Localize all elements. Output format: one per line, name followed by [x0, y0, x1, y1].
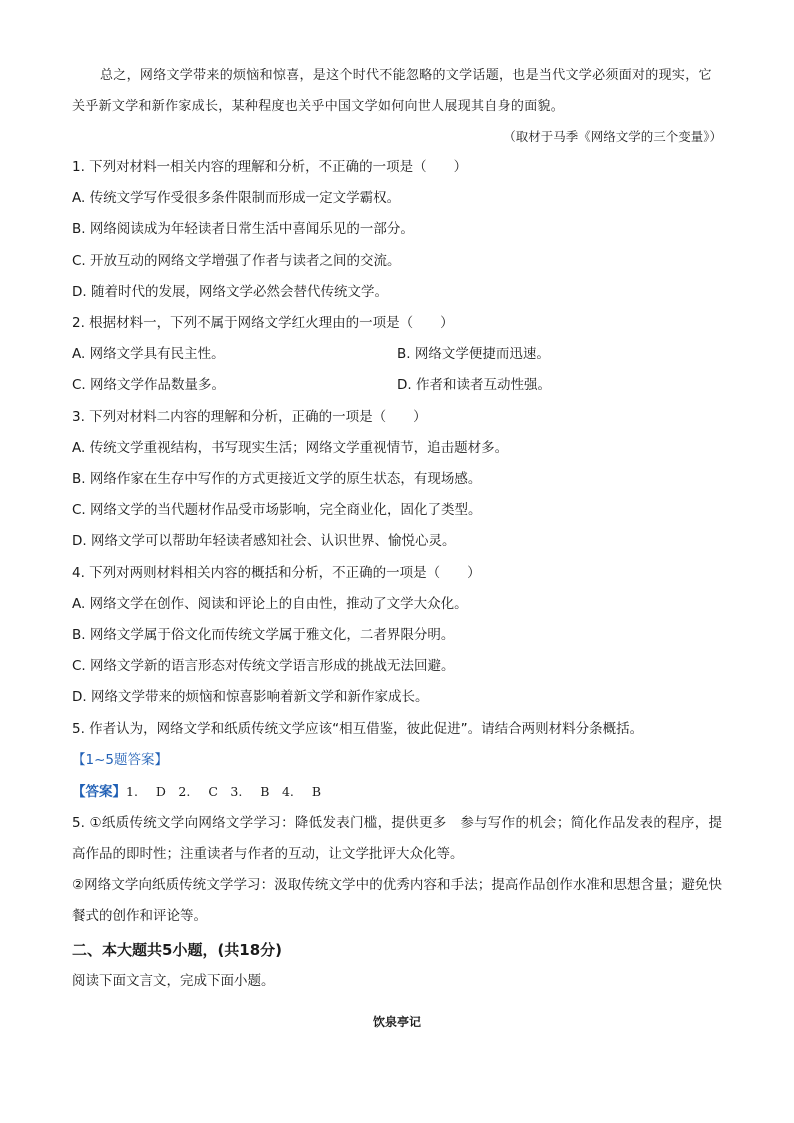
question-3-option-a: A. 传统文学重视结构，书写现实生活；网络文学重视情节，追击题材多。 — [72, 439, 509, 456]
passage-source: （取材于马季《网络文学的三个变量》） — [503, 129, 722, 144]
question-2-option-a: A. 网络文学具有民主性。 — [72, 346, 225, 363]
answer-line — [72, 776, 722, 808]
question-3-option-c: C. 网络文学的当代题材作品受市场影响，完全商业化，固化了类型。 — [72, 502, 482, 519]
question-4-option-b: B. 网络文学属于俗文化而传统文学属于雅文化，二者界限分明。 — [72, 627, 455, 644]
question-2-option-d: D. 作者和读者互动性强。 — [397, 377, 551, 394]
question-1-option-c: C. 开放互动的网络文学增强了作者与读者之间的交流。 — [72, 252, 401, 269]
question-2-options-row-2 — [72, 370, 722, 401]
classical-text-title: 饮泉亭记 — [372, 1014, 421, 1029]
question-4-option-c: C. 网络文学新的语言形态对传统文学语言形成的挑战无法回避。 — [72, 658, 455, 675]
question-5-stem: 5. 作者认为，网络文学和纸质传统文学应该“相互借鉴，彼此促进”。请结合两则材料分条概括。 — [72, 720, 644, 737]
answer-label: 【答案】 — [72, 783, 126, 800]
question-1-stem: 1. 下列对材料一相关内容的理解和分析，不正确的一项是（ ） — [72, 159, 468, 175]
question-3-stem: 3. 下列对材料二内容的理解和分析，正确的一项是（ ） — [72, 408, 427, 425]
question-4-stem: 4. 下列对两则材料相关内容的概括和分析，不正确的一项是（ ） — [72, 564, 481, 581]
question-2-option-b: B. 网络文学便捷而迅速。 — [397, 346, 550, 363]
question-2-option-c: C. 网络文学作品数量多。 — [72, 377, 226, 394]
passage-paragraph: 总之，网络文学带来的烦恼和惊喜，是这个时代不能忽略的文学话题，也是当代文学必须面对的现实，它关乎新文学和新作家成长，某种程度也关乎中国文学如何向世人展现其自身的面貌。 — [72, 68, 712, 114]
question-4-option-a: A. 网络文学在创作、阅读和评论上的自由性，推动了文学大众化。 — [72, 595, 468, 612]
question-2-stem: 2. 根据材料一，下列不属于网络文学红火理由的一项是（ ） — [72, 315, 454, 332]
question-3-option-d: D. 网络文学可以帮助年轻读者感知社会、认识世界、愉悦心灵。 — [72, 533, 456, 550]
question-2-options-row-1 — [72, 339, 722, 370]
answer-q5-part2: ②网络文学向纸质传统文学学习：汲取传统文学中的优秀内容和手法；提高作品创作水准和思想含量；避免快餐式的创作和评论等。 — [72, 876, 722, 924]
question-1-option-b: B. 网络阅读成为年轻读者日常生活中喜闻乐见的一部分。 — [72, 221, 414, 238]
question-1-option-a: A. 传统文学写作受很多条件限制而形成一定文学霸权。 — [72, 190, 401, 207]
question-3-option-b: B. 网络作家在生存中写作的方式更接近文学的原生状态，有现场感。 — [72, 471, 482, 488]
question-4-option-d: D. 网络文学带来的烦恼和惊喜影响着新文学和新作家成长。 — [72, 689, 429, 706]
question-1-option-d: D. 随着时代的发展，网络文学必然会替代传统文学。 — [72, 283, 388, 300]
answer-heading: 【1~5题答案】 — [72, 751, 168, 768]
section-2-heading: 二、本大题共5小题，(共18分) — [72, 940, 283, 959]
document-page — [72, 60, 722, 1037]
answer-values: 1. D 2. C 3. B 4. B — [126, 783, 322, 799]
answer-q5-part1: 5. ①纸质传统文学向网络文学学习：降低发表门槛，提供更多 参与写作的机会；简化作品发表的程序，提高作品的即时性；注重读者与作者的互动，让文学批评大众化等。 — [72, 814, 722, 862]
section-2-instruction: 阅读下面文言文，完成下面小题。 — [72, 972, 275, 989]
